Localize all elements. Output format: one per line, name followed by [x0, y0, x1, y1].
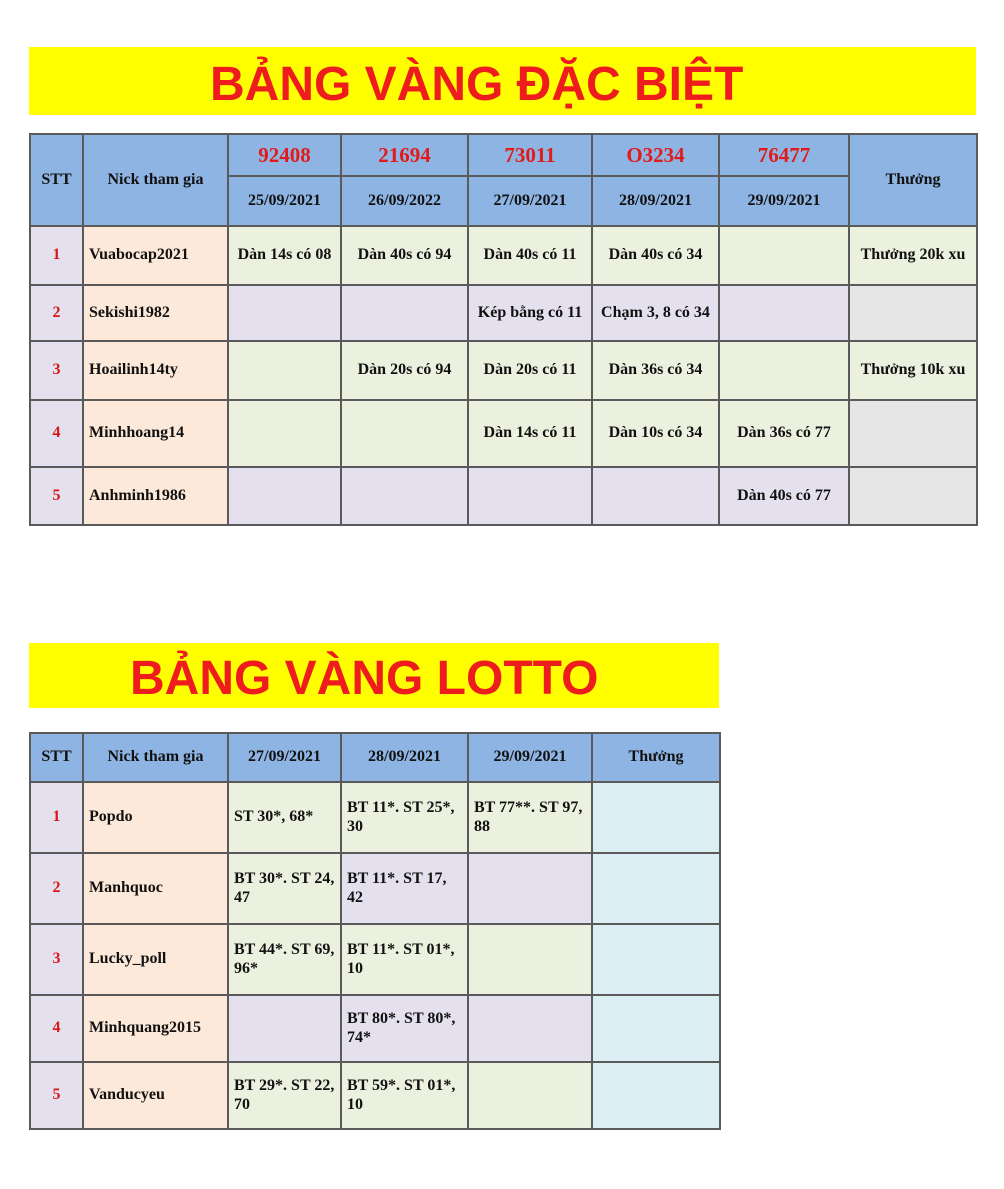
row-reward	[592, 924, 720, 995]
row-cell: Dàn 10s có 34	[592, 400, 719, 467]
table-row	[30, 285, 977, 341]
row-stt: 1	[30, 782, 83, 853]
lotto-title-banner	[29, 643, 719, 708]
row-nick: Vuabocap2021	[83, 226, 228, 285]
row-stt: 1	[30, 226, 83, 285]
header-code: 76477	[719, 134, 849, 176]
table-row	[30, 400, 977, 467]
table-row	[30, 1062, 720, 1129]
row-cell: Dàn 14s có 08	[228, 226, 341, 285]
row-reward	[592, 1062, 720, 1129]
row-cell	[468, 1062, 592, 1129]
row-reward	[849, 400, 977, 467]
row-cell: Dàn 36s có 34	[592, 341, 719, 400]
header-code: 73011	[468, 134, 592, 176]
row-cell: BT 29*. ST 22, 70	[228, 1062, 341, 1129]
row-cell	[228, 285, 341, 341]
row-cell: BT 11*. ST 01*, 10	[341, 924, 468, 995]
special-title-banner	[29, 47, 976, 115]
row-nick: Minhquang2015	[83, 995, 228, 1062]
header-code: O3234	[592, 134, 719, 176]
row-cell: BT 11*. ST 17, 42	[341, 853, 468, 924]
row-cell: Dàn 14s có 11	[468, 400, 592, 467]
row-cell	[341, 400, 468, 467]
row-stt: 3	[30, 924, 83, 995]
table-row	[30, 853, 720, 924]
row-reward	[849, 467, 977, 525]
header-date: 28/09/2021	[592, 176, 719, 226]
row-cell	[228, 467, 341, 525]
row-reward	[592, 782, 720, 853]
header-nick: Nick tham gia	[83, 733, 228, 782]
row-cell: BT 30*. ST 24, 47	[228, 853, 341, 924]
row-nick: Minhhoang14	[83, 400, 228, 467]
row-cell: Dàn 36s có 77	[719, 400, 849, 467]
row-cell	[228, 400, 341, 467]
row-cell	[592, 467, 719, 525]
row-cell: BT 44*. ST 69, 96*	[228, 924, 341, 995]
row-cell	[228, 995, 341, 1062]
special-table	[29, 133, 978, 526]
row-stt: 2	[30, 853, 83, 924]
header-reward: Thưởng	[849, 134, 977, 226]
row-stt: 2	[30, 285, 83, 341]
row-nick: Sekishi1982	[83, 285, 228, 341]
row-cell	[341, 285, 468, 341]
row-cell: Dàn 20s có 11	[468, 341, 592, 400]
lotto-title: BẢNG VÀNG LOTTO	[130, 652, 599, 705]
header-stt: STT	[30, 134, 83, 226]
row-cell	[468, 467, 592, 525]
header-date: 27/09/2021	[228, 733, 341, 782]
row-cell: BT 77**. ST 97, 88	[468, 782, 592, 853]
header-nick: Nick tham gia	[83, 134, 228, 226]
table-row	[30, 782, 720, 853]
row-cell	[719, 226, 849, 285]
row-nick: Manhquoc	[83, 853, 228, 924]
row-reward: Thưởng 10k xu	[849, 341, 977, 400]
row-nick: Hoailinh14ty	[83, 341, 228, 400]
table-row	[30, 995, 720, 1062]
row-stt: 5	[30, 1062, 83, 1129]
row-cell: ST 30*, 68*	[228, 782, 341, 853]
row-cell: Dàn 40s có 34	[592, 226, 719, 285]
row-cell	[719, 341, 849, 400]
row-cell: Dàn 40s có 94	[341, 226, 468, 285]
row-reward	[592, 995, 720, 1062]
row-cell: Dàn 40s có 11	[468, 226, 592, 285]
row-nick: Popdo	[83, 782, 228, 853]
row-reward: Thưởng 20k xu	[849, 226, 977, 285]
row-reward	[849, 285, 977, 341]
row-nick: Vanducyeu	[83, 1062, 228, 1129]
row-cell	[468, 853, 592, 924]
header-code: 21694	[341, 134, 468, 176]
row-cell: Dàn 20s có 94	[341, 341, 468, 400]
header-date: 27/09/2021	[468, 176, 592, 226]
row-cell	[468, 924, 592, 995]
table-row	[30, 467, 977, 525]
header-date: 29/09/2021	[719, 176, 849, 226]
row-cell: BT 80*. ST 80*, 74*	[341, 995, 468, 1062]
header-reward: Thưởng	[592, 733, 720, 782]
row-stt: 4	[30, 995, 83, 1062]
row-nick: Anhminh1986	[83, 467, 228, 525]
row-cell: Kép bằng có 11	[468, 285, 592, 341]
row-stt: 5	[30, 467, 83, 525]
header-date: 29/09/2021	[468, 733, 592, 782]
header-date: 26/09/2022	[341, 176, 468, 226]
header-stt: STT	[30, 733, 83, 782]
row-cell: Chạm 3, 8 có 34	[592, 285, 719, 341]
row-cell: Dàn 40s có 77	[719, 467, 849, 525]
header-code: 92408	[228, 134, 341, 176]
row-cell	[228, 341, 341, 400]
row-cell: BT 11*. ST 25*, 30	[341, 782, 468, 853]
row-stt: 4	[30, 400, 83, 467]
row-stt: 3	[30, 341, 83, 400]
lotto-table	[29, 732, 721, 1130]
row-cell: BT 59*. ST 01*, 10	[341, 1062, 468, 1129]
table-row	[30, 924, 720, 995]
row-cell	[719, 285, 849, 341]
special-title: BẢNG VÀNG ĐẶC BIỆT	[210, 58, 744, 111]
header-date: 28/09/2021	[341, 733, 468, 782]
row-cell	[341, 467, 468, 525]
row-nick: Lucky_poll	[83, 924, 228, 995]
row-cell	[468, 995, 592, 1062]
table-row	[30, 341, 977, 400]
table-row	[30, 226, 977, 285]
row-reward	[592, 853, 720, 924]
header-date: 25/09/2021	[228, 176, 341, 226]
